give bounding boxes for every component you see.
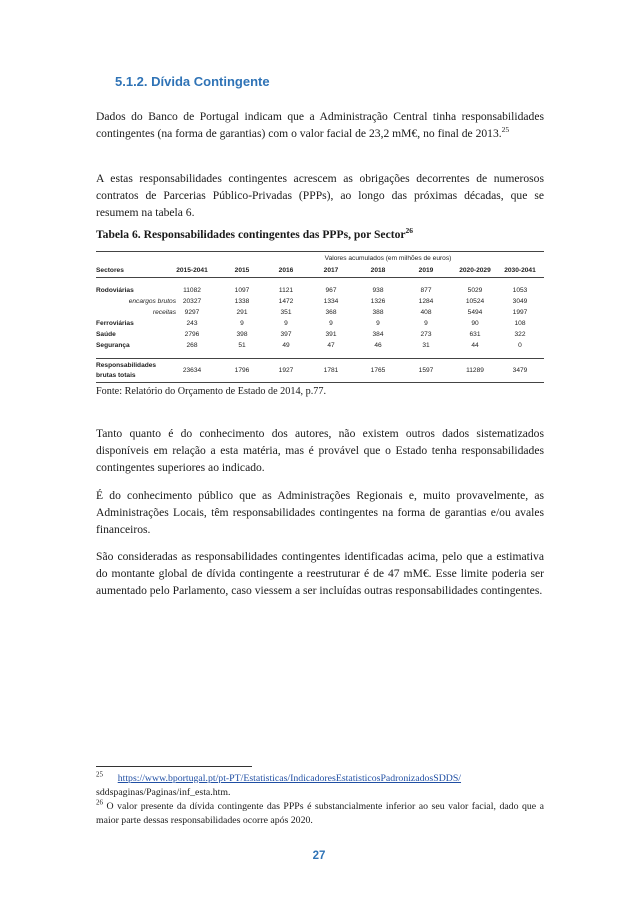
table-cell: 1334 — [323, 298, 339, 305]
total-cell: 1765 — [370, 367, 386, 374]
table-cell: 20327 — [182, 298, 202, 305]
table-cell: 31 — [422, 342, 430, 349]
table-cell: 1097 — [234, 287, 250, 294]
table-cell: 5029 — [467, 287, 483, 294]
table-row — [96, 285, 544, 296]
row-label: receitas — [152, 309, 176, 316]
table-row — [96, 307, 544, 318]
table-cell: 47 — [327, 342, 335, 349]
paragraph-5: São consideradas as responsabilidades contingentes identificadas acima, pelo que a estimativa do montante global de dívida contingente a reestruturar é de 47 mM€. Esse limite poderia ser aumentado pelo Parlamento, caso viessem a ser incluídas outras responsabilidades contingentes. — [96, 550, 544, 597]
table-cell: 2796 — [184, 331, 200, 338]
table-cell: 1997 — [512, 309, 528, 316]
table-cell: 44 — [471, 342, 479, 349]
table-cell: 388 — [372, 309, 384, 316]
table-cell: 391 — [325, 331, 337, 338]
row-label: encargos brutos — [128, 298, 176, 305]
table-cell: 351 — [280, 309, 292, 316]
table-title — [96, 228, 413, 241]
table-cell: 1472 — [278, 298, 294, 305]
row-label: Rodoviárias — [96, 287, 134, 294]
table-cell: 0 — [518, 342, 522, 349]
table-cell: 3049 — [512, 298, 528, 305]
table-cell: 398 — [236, 331, 248, 338]
total-cell: 1597 — [418, 367, 434, 374]
paragraph-1 — [96, 108, 544, 142]
table-row — [96, 340, 544, 351]
table-cell: 1326 — [370, 298, 386, 305]
table-header-row — [96, 264, 544, 277]
table-row — [96, 296, 544, 307]
table-source: Fonte: Relatório do Orçamento de Estado de 2014, p.77. — [96, 386, 327, 397]
header-col: 2017 — [323, 267, 339, 274]
table-super-header — [96, 252, 544, 264]
paragraph-1-text: Dados do Banco de Portugal indicam que a Administração Central tinha responsabilidades contingentes (na forma de garantias) com o valor facial de 23,2 mM€, no final de 2013. — [96, 110, 544, 140]
table-cell: 1053 — [512, 287, 528, 294]
table-cell: 631 — [469, 331, 481, 338]
table-cell: 384 — [372, 331, 384, 338]
total-cell: 3479 — [512, 367, 528, 374]
table-cell: 9 — [424, 320, 428, 327]
header-col: 2020-2029 — [459, 267, 491, 274]
table-cell: 938 — [372, 287, 384, 294]
super-header-text: Valores acumulados (em milhões de euros) — [324, 255, 452, 262]
table-cell: 9297 — [184, 309, 200, 316]
table-cell: 1338 — [234, 298, 250, 305]
table-cell: 90 — [471, 320, 479, 327]
table-cell: 46 — [374, 342, 382, 349]
header-col: 2030-2041 — [504, 267, 536, 274]
total-cell: 23634 — [182, 367, 202, 374]
footnote-26-text: O valor presente da dívida contingente das PPPs é substancialmente inferior ao seu valor facial, dado que a maior parte dessas responsabilidades ocorre após 2020. — [96, 801, 544, 826]
footnote-ref-26[interactable]: 26 — [405, 226, 414, 236]
total-label-line2: brutas totais — [96, 372, 136, 379]
row-label: Saúde — [96, 331, 116, 338]
paragraph-3: Tanto quanto é do conhecimento dos autores, não existem outros dados sistematizados disponíveis em relação a esta matéria, mas é provável que o Estado tenha responsabilidades contingentes superiores ao indicado. — [96, 427, 544, 474]
total-label-line1: Responsabilidades — [96, 362, 157, 369]
page-number: 27 — [312, 850, 326, 862]
table-cell: 273 — [420, 331, 432, 338]
table-cell: 291 — [236, 309, 248, 316]
table-rule-bottom — [96, 382, 544, 383]
table-cell: 5494 — [467, 309, 483, 316]
paragraph-2: A estas responsabilidades contingentes acrescem as obrigações decorrentes de numerosos contratos de Parcerias Público-Privadas (PPPs), ao longo das próximas décadas, que se resumem na tabela 6. — [96, 172, 544, 219]
table-row — [96, 329, 544, 340]
header-col: 2015-2041 — [176, 267, 208, 274]
table-cell: 967 — [325, 287, 337, 294]
table-cell: 9 — [240, 320, 244, 327]
header-col: 2015 — [234, 267, 250, 274]
total-cell: 1781 — [323, 367, 339, 374]
table-cell: 9 — [284, 320, 288, 327]
table-cell: 9 — [376, 320, 380, 327]
table-cell: 11082 — [183, 287, 201, 294]
table-cell: 243 — [186, 320, 198, 327]
total-label — [96, 361, 156, 381]
table-cell: 51 — [238, 342, 246, 349]
table-total-row — [96, 359, 544, 382]
footnote-25 — [96, 772, 544, 800]
header-col: 2019 — [418, 267, 434, 274]
total-cell: 1927 — [278, 367, 294, 374]
row-label: Segurança — [96, 342, 130, 349]
total-cell: 11289 — [466, 367, 484, 374]
table-cell: 877 — [420, 287, 432, 294]
header-col: 2016 — [278, 267, 294, 274]
table-cell: 1284 — [418, 298, 434, 305]
footnote-25-number: 25 — [96, 770, 103, 779]
table-cell: 268 — [186, 342, 198, 349]
ppp-table — [96, 251, 544, 383]
footnote-ref-25[interactable]: 25 — [501, 125, 510, 135]
table-cell: 397 — [280, 331, 292, 338]
total-cell: 1796 — [234, 367, 250, 374]
table-cell: 368 — [325, 309, 337, 316]
footnote-25-link[interactable]: https://www.bportugal.pt/pt-PT/Estatisticas/IndicadoresEstatisticosPadronizadosSDDS/ — [117, 773, 462, 784]
table-cell: 408 — [420, 309, 432, 316]
header-sectores: Sectores — [96, 267, 124, 274]
table-cell: 108 — [514, 320, 526, 327]
table-cell: 322 — [514, 331, 526, 338]
header-col: 2018 — [370, 267, 386, 274]
table-title-text: Tabela 6. Responsabilidades contingentes das PPPs, por Sector — [96, 228, 406, 241]
footnote-26-number: 26 — [96, 798, 103, 807]
table-cell: 49 — [282, 342, 290, 349]
footnote-separator — [96, 766, 252, 767]
table-cell: 10524 — [465, 298, 485, 305]
row-label: Ferroviárias — [96, 320, 134, 327]
table-row — [96, 318, 544, 329]
table-cell: 9 — [329, 320, 333, 327]
footnote-26 — [96, 800, 544, 828]
section-heading: 5.1.2. Dívida Contingente — [115, 74, 270, 89]
paragraph-4: É do conhecimento público que as Administrações Regionais e, muito provavelmente, as Administrações Locais, têm responsabilidades contingentes na forma de garantias e/ou avales financeiros. — [96, 489, 544, 536]
footnote-25-rest: sddspaginas/Paginas/inf_esta.htm. — [96, 787, 231, 798]
table-cell: 1121 — [278, 287, 294, 294]
